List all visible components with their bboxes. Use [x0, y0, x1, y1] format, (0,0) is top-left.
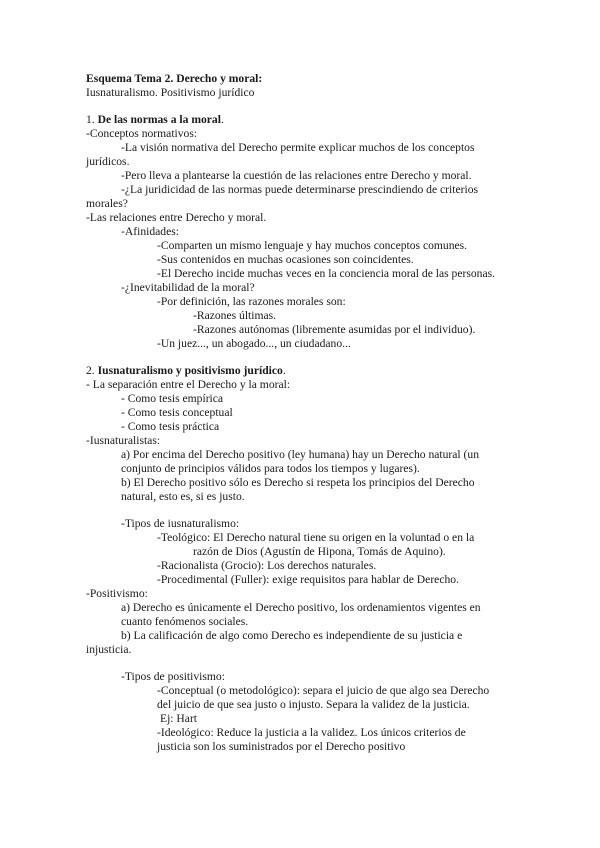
- afinidades-item: -Sus contenidos en muchas ocasiones son coincidentes.: [157, 253, 414, 266]
- document-subtitle: Iusnaturalismo. Positivismo jurídico: [86, 86, 255, 99]
- section1-title-end: .: [220, 113, 224, 126]
- separacion-item: - Como tesis conceptual: [121, 406, 233, 419]
- tipos-iusnaturalismo-label: -Tipos de iusnaturalismo:: [121, 517, 240, 530]
- razon-autonoma: -Razones autónomas (libremente asumidas por el individuo).: [193, 323, 476, 336]
- iusnaturalistas-a-line1: a) Por encima del Derecho positivo (ley humana) hay un Derecho natural (un: [121, 448, 479, 461]
- relaciones-label: -Las relaciones entre Derecho y moral.: [86, 211, 267, 224]
- section2-heading: [86, 364, 286, 378]
- inevitabilidad-label: -¿Inevitabilidad de la moral?: [121, 281, 255, 294]
- positivismo-b-line1: b) La calificación de algo como Derecho es independiente de su justicia e: [121, 629, 463, 642]
- conceptual-ejemplo: Ej: Hart: [160, 712, 198, 725]
- iusnaturalistas-a-line2: conjunto de principios válidos para todos los tiempos y lugares).: [121, 462, 420, 475]
- section1-title: De las normas a la moral: [97, 113, 221, 126]
- separacion-item: - Como tesis empírica: [121, 392, 224, 405]
- positivismo-b-line2: injusticia.: [86, 643, 132, 656]
- teologico-line1: -Teológico: El Derecho natural tiene su origen en la voluntad o en la: [157, 531, 475, 544]
- iusnaturalistas-b-line2: natural, esto es, si es justo.: [121, 490, 245, 503]
- section2-title: Iusnaturalismo y positivismo jurídico: [97, 364, 283, 377]
- teologico-line2: razón de Dios (Agustín de Hipona, Tomás de Aquino).: [193, 545, 446, 558]
- document-title: Esquema Tema 2. Derecho y moral:: [86, 72, 263, 85]
- separacion-label: - La separación entre el Derecho y la moral:: [86, 378, 291, 391]
- razones-definicion: -Por definición, las razones morales son:: [157, 295, 346, 308]
- positivismo-a-line1: a) Derecho es únicamente el Derecho positivo, los ordenamientos vigentes en: [121, 601, 481, 614]
- conceptos-item1-line2: jurídicos.: [86, 155, 130, 168]
- positivismo-label: -Positivismo:: [86, 587, 148, 600]
- section2-title-end: .: [282, 364, 286, 377]
- afinidades-label: -Afinidades:: [121, 225, 179, 238]
- iusnaturalistas-label: -Iusnaturalistas:: [86, 434, 161, 447]
- conceptos-label: -Conceptos normativos:: [86, 127, 198, 140]
- conceptos-item3-line2: morales?: [86, 197, 128, 210]
- conceptual-line2: del juicio de que sea justo o injusto. Separa la validez de la justicia.: [157, 698, 470, 711]
- conceptos-item1-line1: -La visión normativa del Derecho permite explicar muchos de los conceptos: [121, 141, 475, 154]
- ideologico-line1: -Ideológico: Reduce la justicia a la validez. Los únicos criterios de: [157, 726, 466, 739]
- conceptual-line1: -Conceptual (o metodológico): separa el juicio de que algo sea Derecho: [157, 684, 490, 697]
- section1-heading: [86, 113, 224, 127]
- conceptos-item2: -Pero lleva a plantearse la cuestión de las relaciones entre Derecho y moral.: [121, 169, 472, 182]
- tipos-positivismo-label: -Tipos de positivismo:: [121, 670, 225, 683]
- section2-number: 2.: [86, 364, 95, 377]
- afinidades-item: -El Derecho incide muchas veces en la conciencia moral de las personas.: [157, 267, 496, 280]
- conceptos-item3-line1: -¿La juridicidad de las normas puede determinarse prescindiendo de criterios: [121, 183, 479, 196]
- positivismo-a-line2: cuanto fenómenos sociales.: [121, 615, 249, 628]
- razon-ultima: -Razones últimas.: [193, 309, 277, 322]
- section1-number: 1.: [86, 113, 95, 126]
- racionalista: -Racionalista (Grocio): Los derechos naturales.: [157, 559, 377, 572]
- razones-ejemplo: -Un juez..., un abogado..., un ciudadano...: [157, 337, 351, 350]
- iusnaturalistas-b-line1: b) El Derecho positivo sólo es Derecho si respeta los principios del Derecho: [121, 476, 475, 489]
- ideologico-line2: justicia son los suministrados por el Derecho positivo: [157, 740, 406, 753]
- procedimental: -Procedimental (Fuller): exige requisitos para hablar de Derecho.: [157, 573, 459, 586]
- afinidades-item: -Comparten un mismo lenguaje y hay muchos conceptos comunes.: [157, 239, 468, 252]
- separacion-item: - Como tesis práctica: [121, 420, 220, 433]
